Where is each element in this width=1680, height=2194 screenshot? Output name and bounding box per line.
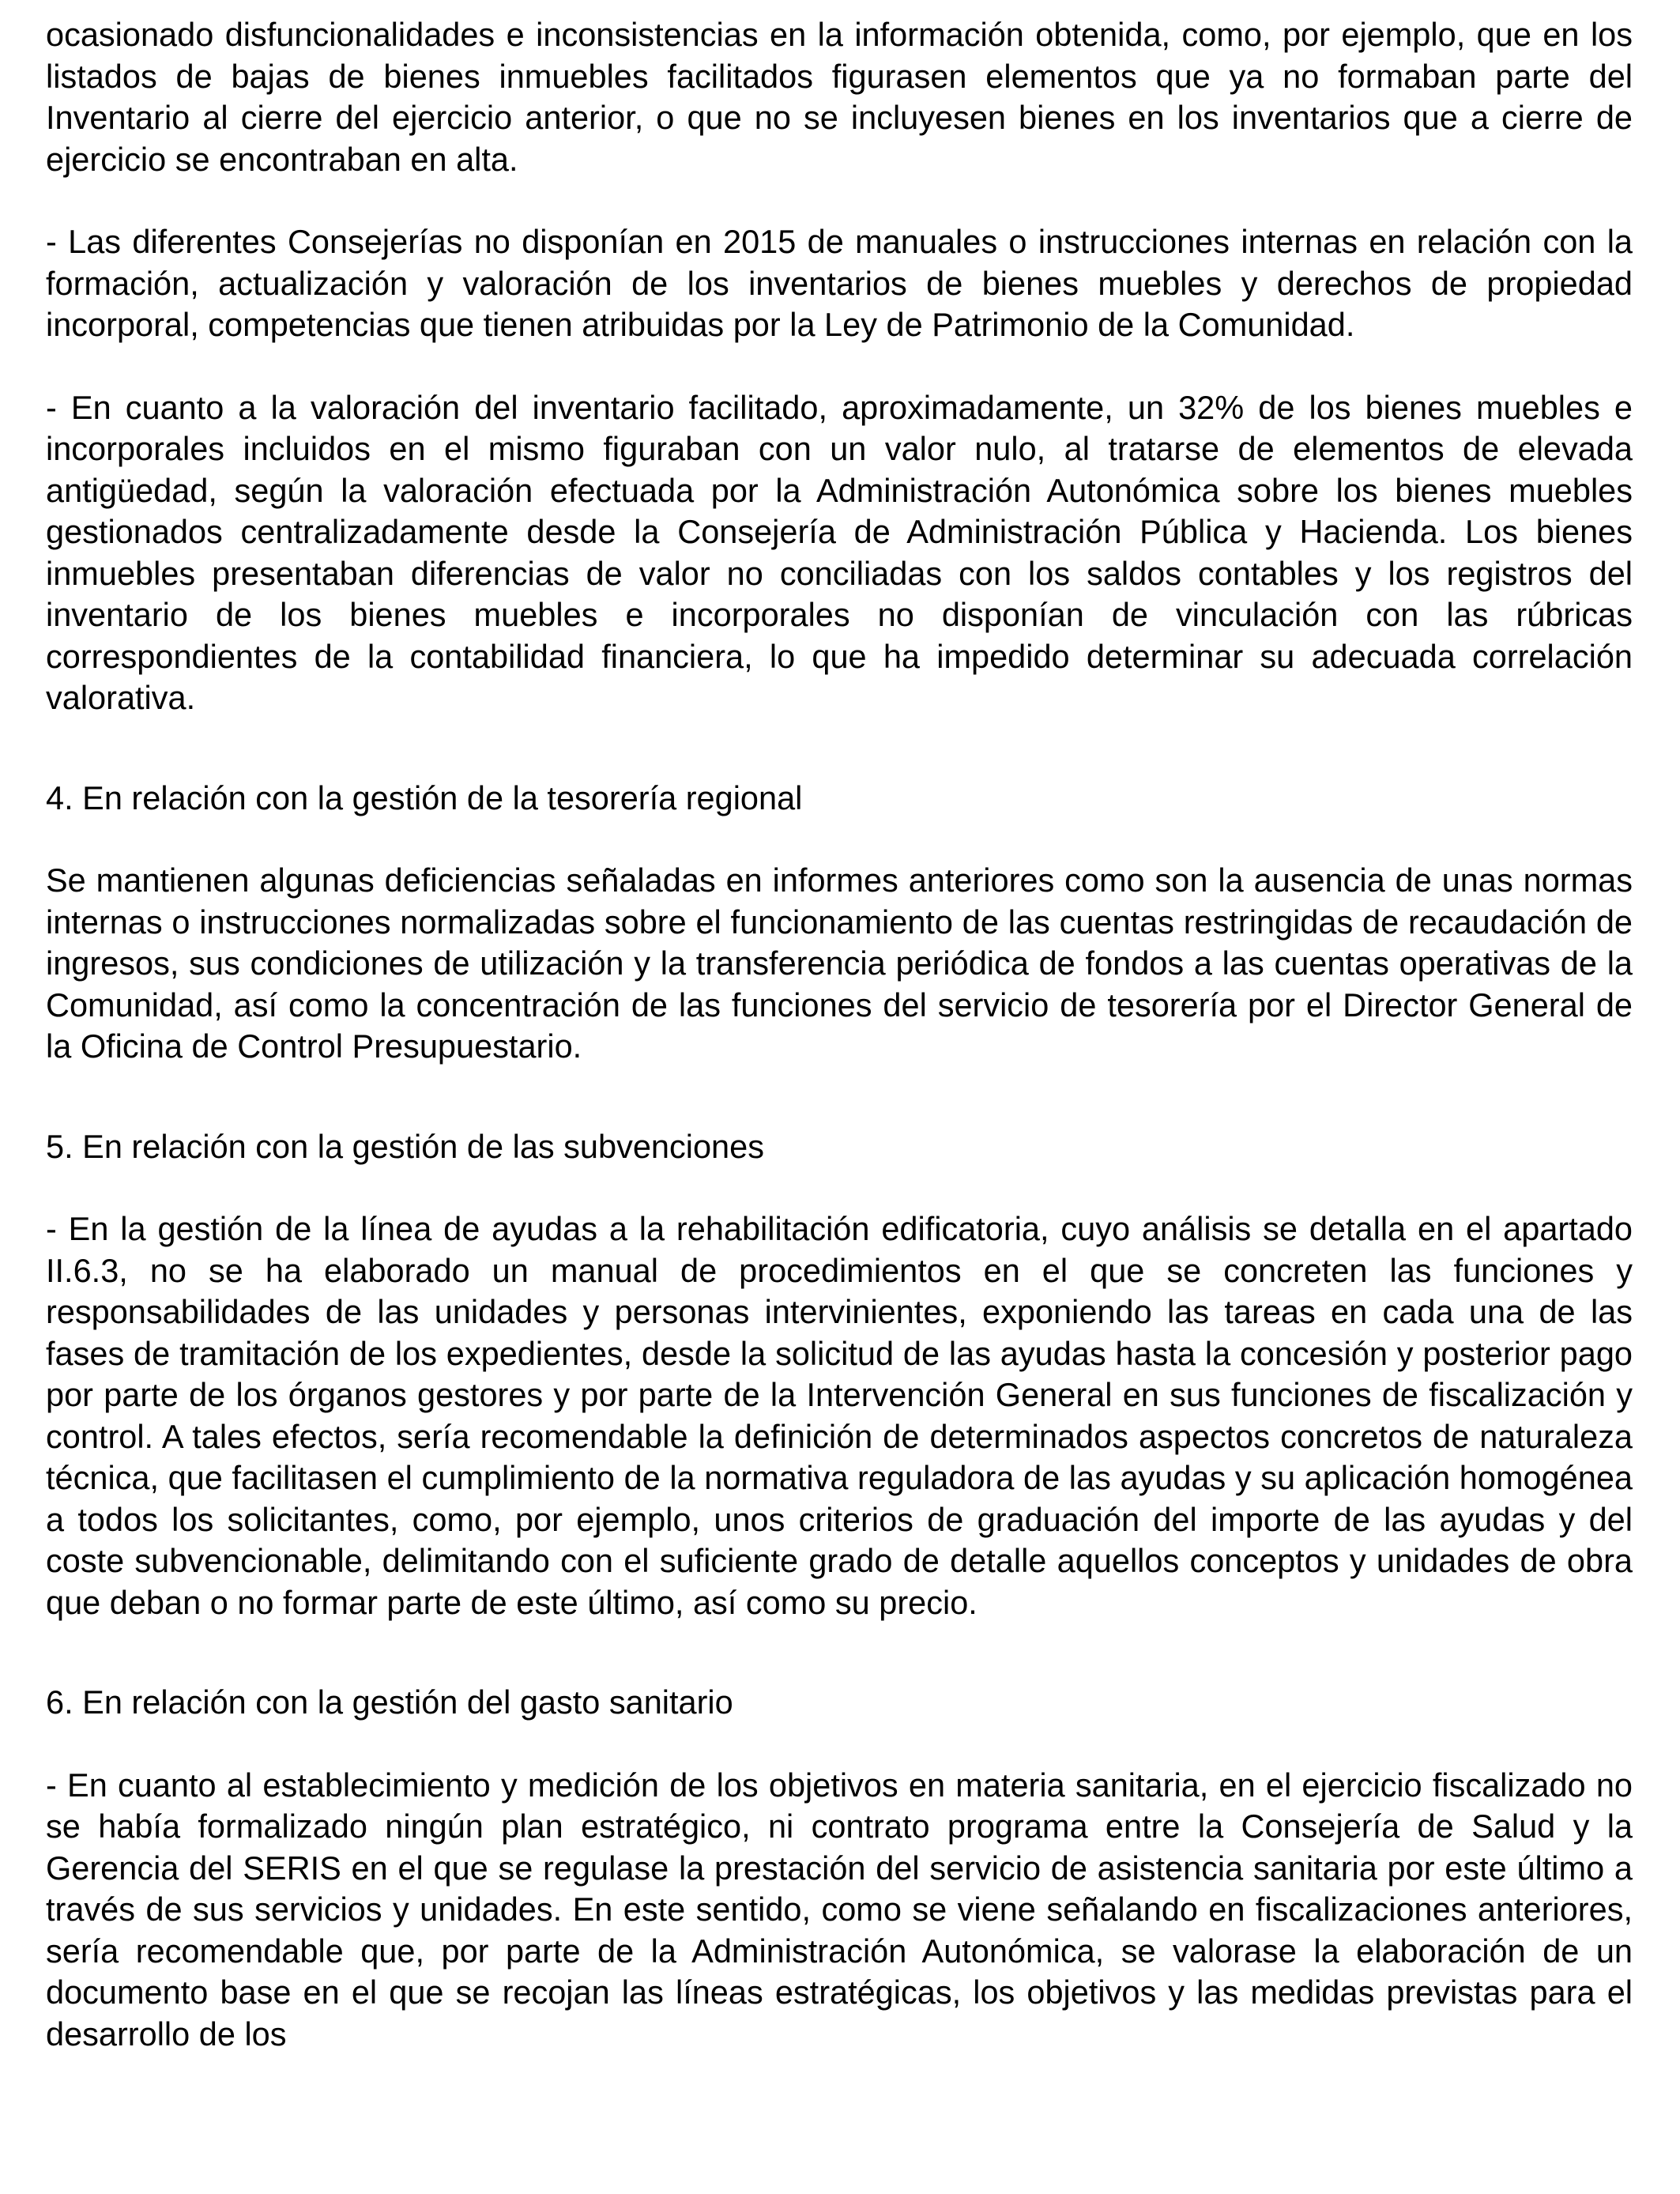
paragraph-consejerias-manuales: - Las diferentes Consejerías no disponían en 2015 de manuales o instrucciones internas en relación con la formación, actualización y valoración de los inventarios de bienes muebles y derechos de propiedad incorporal, competencias que tienen atribuidas por la Ley de Patrimonio de la Comunidad.	[46, 223, 1633, 343]
section-heading-gasto-sanitario: 6. En relación con la gestión del gasto sanitario	[46, 1683, 733, 1721]
spacer	[46, 719, 1633, 778]
section-heading-tesoreria: 4. En relación con la gestión de la tesorería regional	[46, 778, 803, 816]
spacer	[46, 1167, 1633, 1208]
spacer	[46, 1623, 1633, 1682]
spacer	[46, 1724, 1633, 1765]
spacer	[46, 180, 1633, 221]
spacer	[46, 346, 1633, 387]
paragraph-tesoreria: Se mantienen algunas deficiencias señaladas en informes anteriores como son la ausencia de unas normas internas o instrucciones normalizadas sobre el funcionamiento de las cuentas restringidas de recaudación de ingresos, sus condiciones de utilización y la transferencia periódica de fondos a las cuentas operativas de la Comunidad, así como la concentración de las funciones del servicio de tesorería por el Director General de la Oficina de Control Presupuestario.	[46, 861, 1633, 1065]
document-page	[46, 14, 1633, 2055]
paragraph-subvenciones: - En la gestión de la línea de ayudas a la rehabilitación edificatoria, cuyo análisis se detalla en el apartado II.6.3, no se ha elaborado un manual de procedimientos en el que se concreten las funciones y responsabilidades de las unidades y personas intervinientes, exponiendo las tareas en cada una de las fases de tramitación de los expedientes, desde la solicitud de las ayudas hasta la concesión y posterior pago por parte de los órganos gestores y por parte de la Intervención General en sus funciones de fiscalización y control. A tales efectos, sería recomendable la definición de determinados aspectos concretos de naturaleza técnica, que facilitasen el cumplimiento de la normativa reguladora de las ayudas y su aplicación homogénea a todos los solicitantes, como, por ejemplo, unos criterios de graduación del importe de las ayudas y del coste subvencionable, delimitando con el suficiente grado de detalle aquellos conceptos y unidades de obra que deban o no formar parte de este último, así como su precio.	[46, 1210, 1633, 1621]
paragraph-inventario-inconsistencias: ocasionado disfuncionalidades e inconsistencias en la información obtenida, como, por ejemplo, que en los listados de bajas de bienes inmuebles facilitados figurasen elementos que ya no formaban parte del Inventario al cierre del ejercicio anterior, o que no se incluyesen bienes en los inventarios que a cierre de ejercicio se encontraban en alta.	[46, 16, 1633, 178]
spacer	[46, 819, 1633, 860]
paragraph-valoracion-inventario: - En cuanto a la valoración del inventario facilitado, aproximadamente, un 32% de los bienes muebles e incorporales incluidos en el mismo figuraban con un valor nulo, al tratarse de elementos de elevada antigüedad, según la valoración efectuada por la Administración Autonómica sobre los bienes muebles gestionados centralizadamente desde la Consejería de Administración Pública y Hacienda. Los bienes inmuebles presentaban diferencias de valor no conciliadas con los saldos contables y los registros del inventario de los bienes muebles e incorporales no disponían de vinculación con las rúbricas correspondientes de la contabilidad financiera, lo que ha impedido determinar su adecuada correlación valorativa.	[46, 388, 1633, 716]
spacer	[46, 1068, 1633, 1126]
section-heading-subvenciones: 5. En relación con la gestión de las subvenciones	[46, 1127, 764, 1165]
paragraph-gasto-sanitario: - En cuanto al establecimiento y medición de los objetivos en materia sanitaria, en el ejercicio fiscalizado no se había formalizado ningún plan estratégico, ni contrato programa entre la Consejería de Salud y la Gerencia del SERIS en el que se regulase la prestación del servicio de asistencia sanitaria por este último a través de sus servicios y unidades. En este sentido, como se viene señalando en fiscalizaciones anteriores, sería recomendable que, por parte de la Administración Autonómica, se valorase la elaboración de un documento base en el que se recojan las líneas estratégicas, los objetivos y las medidas previstas para el desarrollo de los	[46, 1766, 1633, 2053]
